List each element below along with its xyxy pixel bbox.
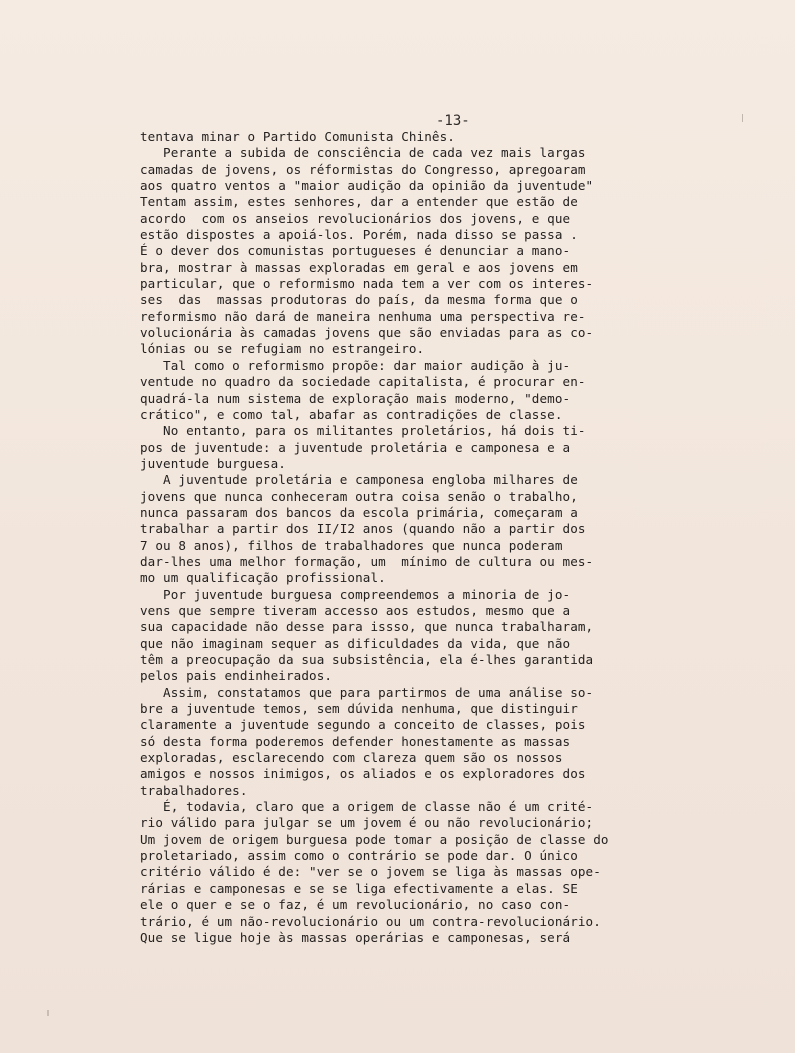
text-line: particular, que o reformismo nada tem a ver com os interes- (140, 276, 594, 292)
text-line: Por juventude burguesa compreendemos a minoria de jo- (140, 586, 571, 602)
text-line: Tal como o reformismo propõe: dar maior audição à ju- (140, 357, 571, 373)
text-line: bre a juventude temos, sem dúvida nenhuma, que distinguir (140, 701, 578, 717)
text-line: dar-lhes uma melhor formação, um mínimo de cultura ou mes- (140, 553, 594, 569)
text-line: só desta forma poderemos defender honestamente as massas (140, 733, 571, 749)
text-line: quadrá-la num sistema de exploração mais moderno, "demo- (140, 390, 571, 406)
text-line: bra, mostrar à massas exploradas em geral e aos jovens em (140, 259, 578, 275)
paper-mark (47, 1010, 49, 1016)
text-line: volucionária às camadas jovens que são enviadas para as co- (140, 325, 594, 341)
text-line: 7 ou 8 anos), filhos de trabalhadores que nunca poderam (140, 537, 563, 553)
text-line: É, todavia, claro que a origem de classe não é um crité- (140, 799, 594, 815)
text-line: pos de juventude: a juventude proletária e camponesa e a (140, 439, 571, 455)
text-line: ses das massas produtoras do país, da mesma forma que o (140, 292, 578, 308)
text-line: juventude burguesa. (140, 455, 286, 471)
text-line: têm a preocupação da sua subsistência, ela é-lhes garantida (140, 652, 594, 667)
text-line: jovens que nunca conheceram outra coisa senão o trabalho, (140, 488, 578, 504)
text-line: aos quatro ventos a "maior audição da opinião da juventude" (140, 178, 594, 194)
text-line: A juventude proletária e camponesa engloba milhares de (140, 472, 578, 488)
text-line: No entanto, para os militantes proletários, há dois ti- (140, 423, 586, 439)
text-line: que não imaginam sequer as dificuldades da vida, que não (140, 635, 571, 651)
text-line: exploradas, esclarecendo com clareza quem são os nossos (140, 750, 563, 766)
text-line: proletariado, assim como o contrário se pode dar. O único (140, 848, 578, 864)
text-line: nunca passaram dos bancos da escola primária, começaram a (140, 504, 578, 520)
text-line: claramente a juventude segundo a conceito de classes, pois (140, 717, 586, 733)
text-line: É o dever dos comunistas portugueses é denunciar a mano- (140, 243, 571, 259)
text-line: crático", e como tal, abafar as contradições de classe. (140, 406, 563, 422)
text-line: Um jovem de origem burguesa pode tomar a posição de classe do (140, 831, 609, 847)
text-line: amigos e nossos inimigos, os aliados e os exploradores dos (140, 766, 586, 782)
text-line: camadas de jovens, os réformistas do Congresso, apregoaram (140, 161, 586, 177)
text-line: rárias e camponesas e se se liga efectivamente a elas. SE (140, 880, 578, 896)
page-number: -13- (436, 113, 470, 129)
text-line: ele o quer e se o faz, é um revolucionário, no caso con- (140, 897, 571, 913)
text-line: lónias ou se refugiam no estrangeiro. (140, 341, 425, 357)
text-line: sua capacidade não desse para issso, que nunca trabalharam, (140, 619, 594, 635)
margin-mark (742, 114, 743, 122)
text-line: Perante a subida de consciência de cada vez mais largas (140, 145, 586, 161)
text-line: pelos pais endinheirados. (140, 668, 333, 684)
text-line: rio válido para julgar se um jovem é ou não revolucionário; (140, 815, 594, 831)
text-line: critério válido é de: "ver se o jovem se liga às massas ope- (140, 864, 601, 880)
text-line: mo um qualificação profissional. (140, 570, 386, 586)
text-line: vens que sempre tiveram accesso aos estudos, mesmo que a (140, 602, 571, 618)
text-line: Que se ligue hoje às massas operárias e camponesas, será (140, 929, 571, 945)
text-line: tentava minar o Partido Comunista Chinês. (140, 129, 455, 144)
text-line: reformismo não dará de maneira nenhuma uma perspectiva re- (140, 308, 586, 324)
text-line: trabalhar a partir dos II/I2 anos (quando não a partir dos (140, 521, 586, 537)
text-line: ventude no quadro da sociedade capitalista, é procurar en- (140, 374, 586, 390)
text-line: estão dispostes a apoiá-los. Porém, nada disso se passa . (140, 227, 578, 243)
text-line: Assim, constatamos que para partirmos de uma análise so- (140, 684, 594, 700)
text-line: acordo com os anseios revolucionários dos jovens, e que (140, 210, 571, 226)
text-line: trabalhadores. (140, 782, 248, 798)
text-line: trário, é um não-revolucionário ou um contra-revolucionário. (140, 913, 601, 929)
text-line: Tentam assim, estes senhores, dar a entender que estão de (140, 194, 578, 210)
typewritten-text-block (140, 129, 740, 946)
